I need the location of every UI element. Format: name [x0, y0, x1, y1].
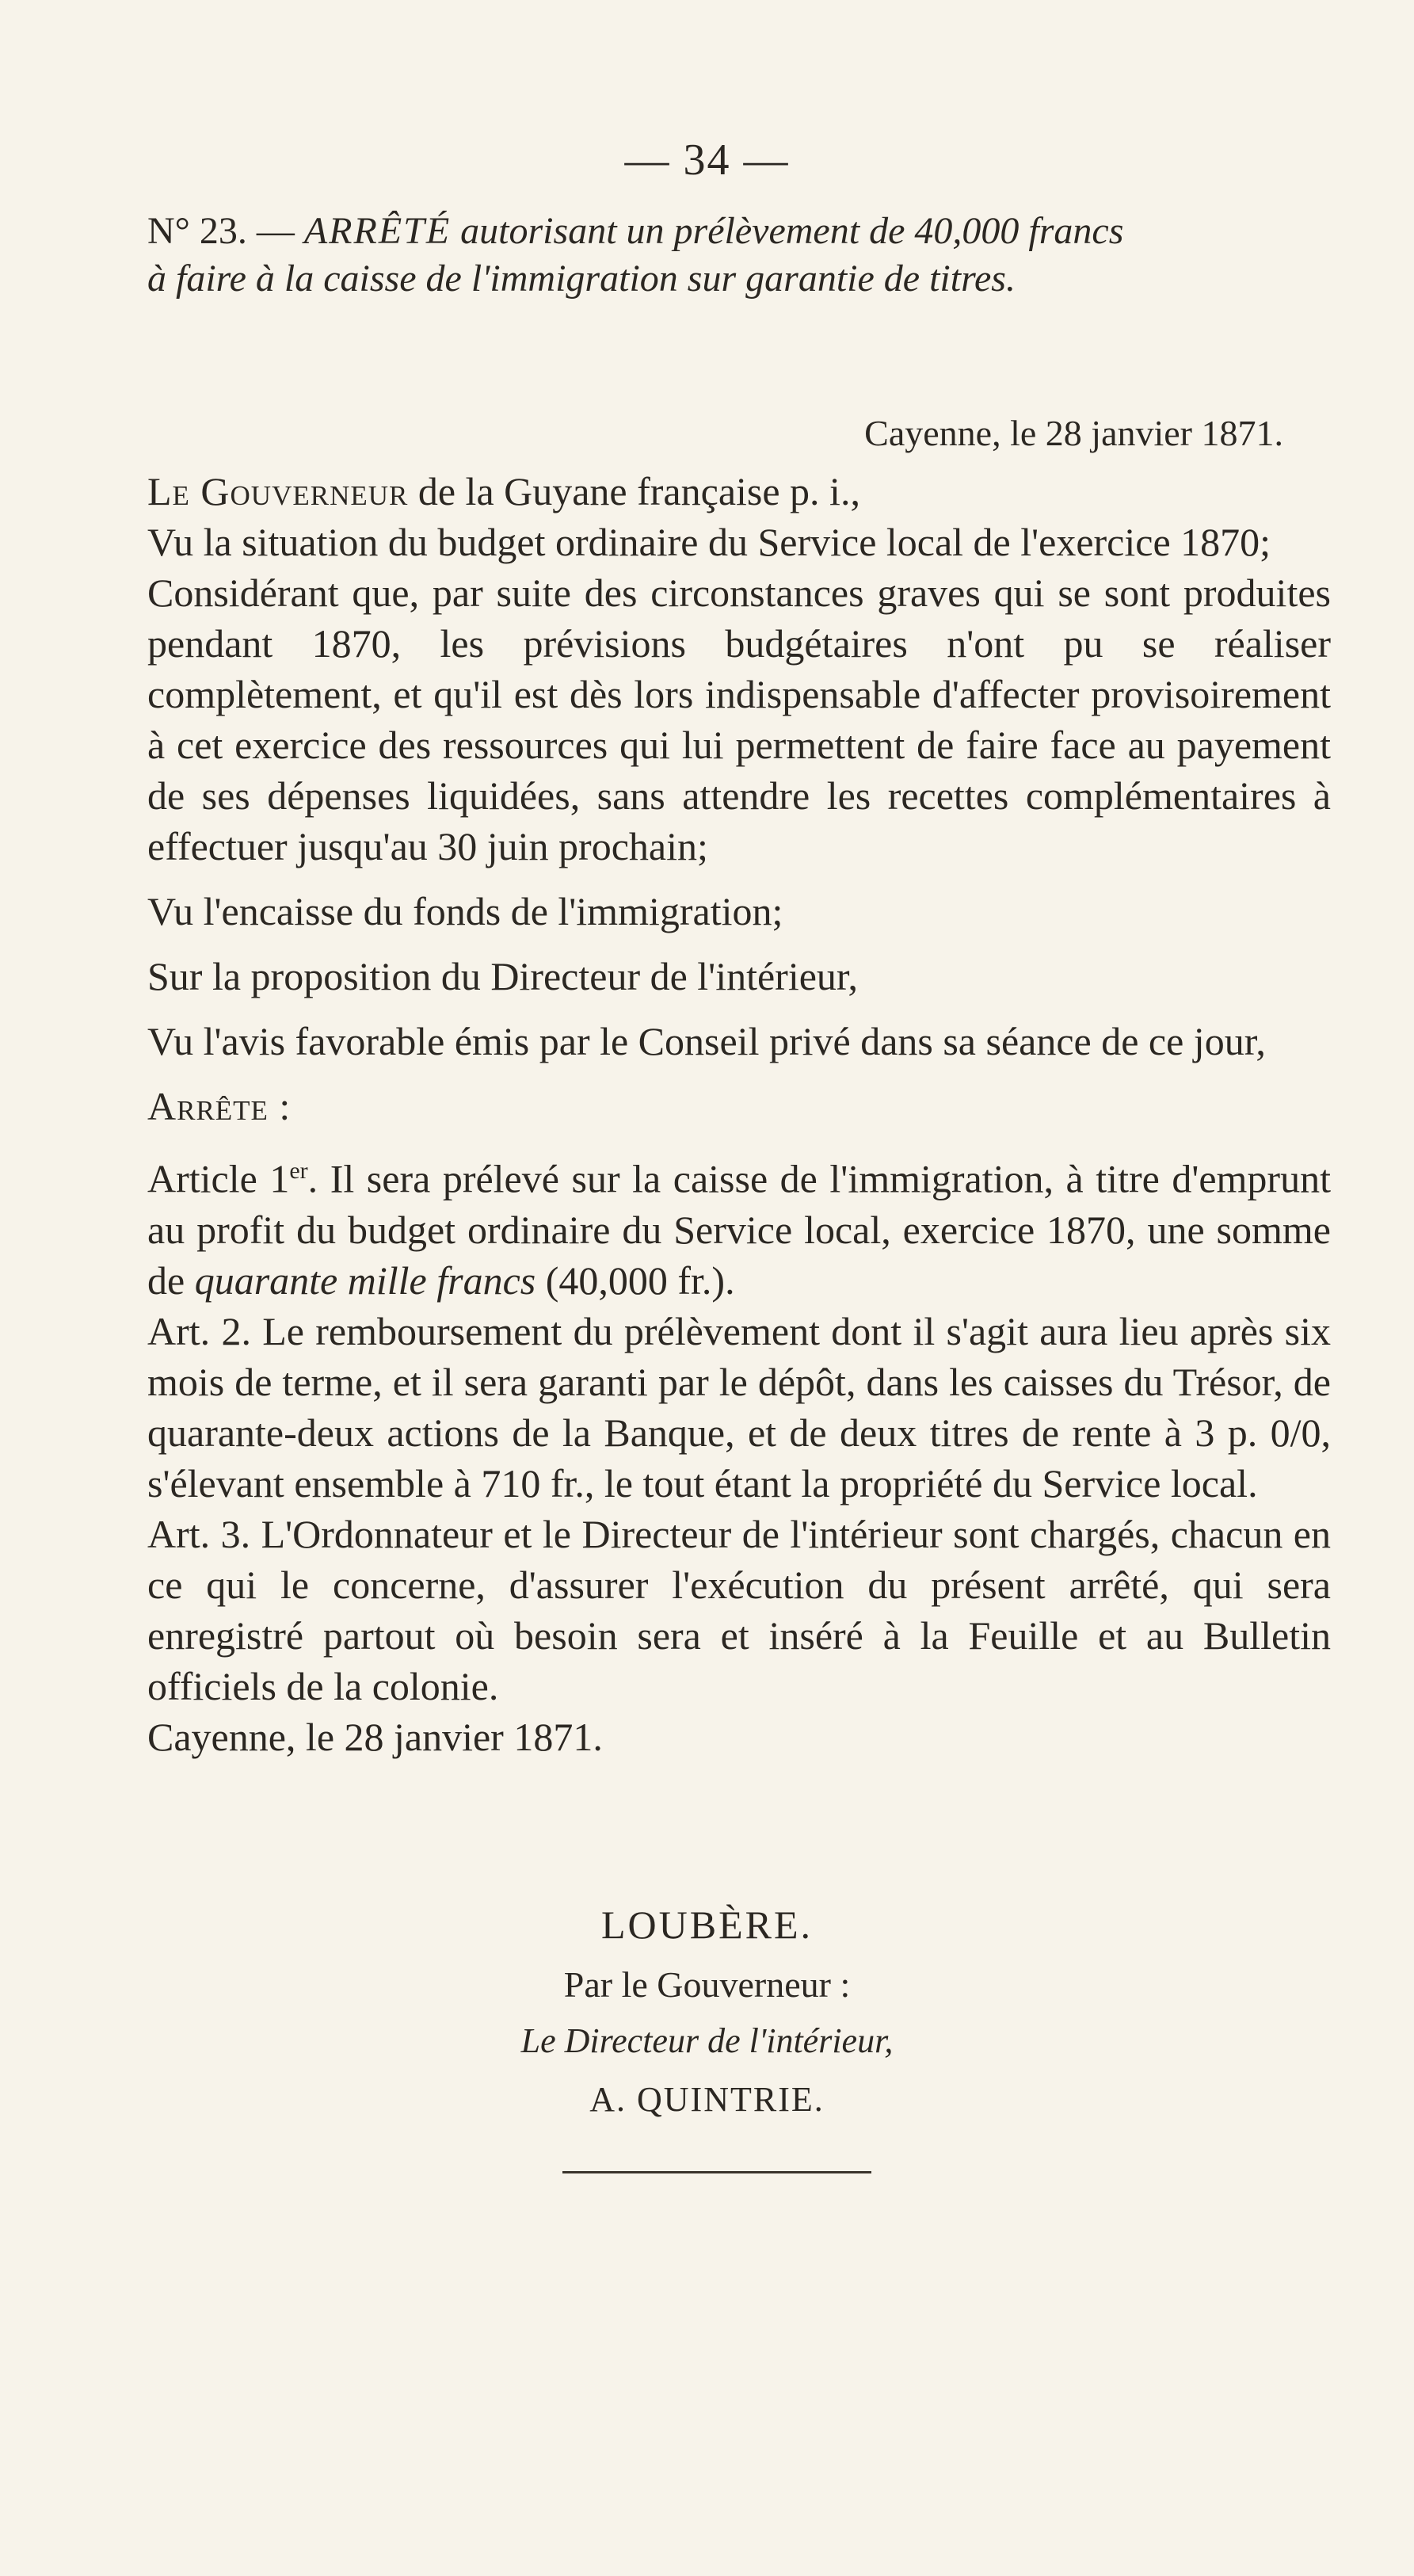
signature-name: LOUBÈRE.	[600, 1902, 814, 1947]
article-1-amount-words: quarante mille francs	[194, 1257, 536, 1303]
article-1	[147, 1146, 1331, 1306]
decree-body	[147, 452, 1331, 1762]
paragraph-governor	[147, 466, 1331, 517]
signature-par: Par le Gouverneur :	[563, 1964, 851, 2005]
paragraph-vu-encaisse: Vu l'encaisse du fonds de l'immigration;	[147, 889, 783, 933]
paragraph-arrete: Arrête :	[147, 1084, 292, 1128]
decree-number: N° 23. —	[147, 210, 295, 252]
decree-title-word: ARRÊTÉ	[303, 210, 452, 252]
paragraph-vu-avis: Vu l'avis favorable émis par le Conseil privé dans sa séance de ce jour,	[147, 1019, 1266, 1063]
page-number: — 34 —	[624, 135, 790, 185]
article-1-label: Article 1	[147, 1156, 290, 1201]
decree-heading	[147, 208, 1343, 303]
article-1-amount: (40,000 fr.).	[545, 1257, 735, 1303]
article-2: Art. 2. Le remboursement du prélèvement dont il s'agit aura lieu après six mois de terme, et il sera garanti par le dépôt, dans les caisses du Trésor, de quarante-deux actions de la Banque, et de deux titres de rente à 3 p. 0/0, s'élevant ensemble à 710 fr., le tout étant la propriété du Service local.	[147, 1308, 1331, 1506]
date-bottom: Cayenne, le 28 janvier 1871.	[147, 1714, 603, 1759]
article-1-text: . Il sera prélevé sur la caisse de l'immigration, à titre d'emprunt au profit du budget ordinaire du Service local, exercice 1870, une somme de	[147, 1156, 1331, 1303]
closing-rule	[562, 2171, 871, 2173]
governor-smallcaps: Le Gouverneur	[147, 469, 409, 513]
decree-title-line2: à faire à la caisse de l'immigration sur garantie de titres.	[147, 258, 1016, 300]
governor-rest: de la Guyane française p. i.,	[417, 469, 860, 513]
paragraph-vu-situation: Vu la situation du budget ordinaire du Service local de l'exercice 1870;	[147, 520, 1271, 564]
article-1-sup: er	[289, 1158, 308, 1184]
decree-title-line1: autorisant un prélèvement de 40,000 francs	[460, 210, 1124, 252]
paragraph-considerant: Considérant que, par suite des circonstances graves qui se sont produites pendant 1870, les prévisions budgétaires n'ont pu se réaliser complètement, et qu'il est dès lors indispensable d'affecter provisoirement à cet exercice des ressources qui lui permettent de faire face au payement de ses dépenses liquidées, sans attendre les recettes complémentaires à effectuer jusqu'au 30 juin prochain;	[147, 571, 1331, 868]
signature-quintrie: A. QUINTRIE.	[589, 2080, 825, 2119]
paragraph-proposition: Sur la proposition du Directeur de l'intérieur,	[147, 954, 859, 998]
signature-director: Le Directeur de l'intérieur,	[520, 2021, 894, 2060]
article-3: Art. 3. L'Ordonnateur et le Directeur de l'intérieur sont chargés, chacun en ce qui le concerne, d'assurer l'exécution du présent arrêté, qui sera enregistré partout où besoin sera et inséré à la Feuille et au Bulletin officiels de la colonie.	[147, 1511, 1331, 1708]
date-top: Cayenne, le 28 janvier 1871.	[864, 413, 1283, 453]
